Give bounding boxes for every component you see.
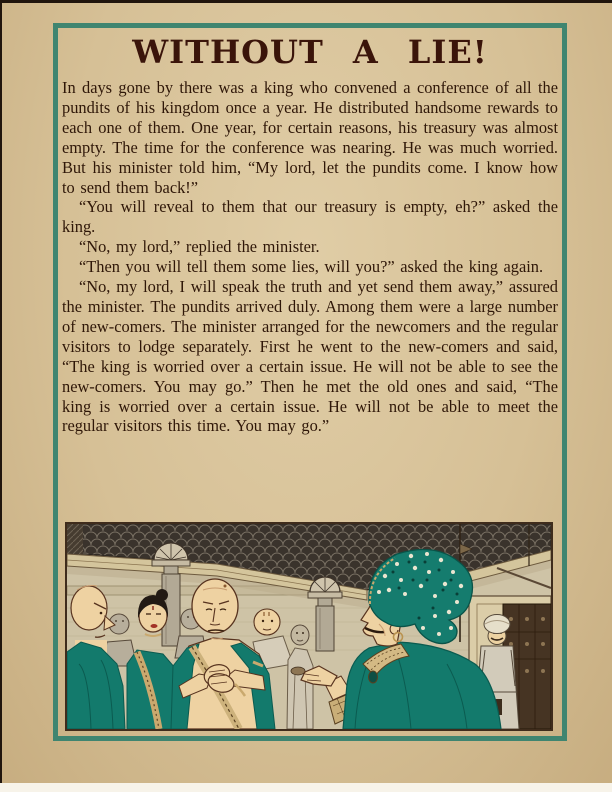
woman-lips xyxy=(151,624,158,628)
scan-edge-left xyxy=(0,0,2,792)
illustration-panel xyxy=(65,522,553,731)
ceiling-corner-hatch xyxy=(67,524,83,558)
bowl-pundit-face xyxy=(291,625,309,645)
paragraph: “No, my lord, I will speak the truth and yet send them away,” assured the minister. The pundits arrived duly. Among them were a large number of new-comers. The minister arranged for the newcomers and the regular visitors to lodge separately. First he went to the new-comers and said, “The king is worried over a certain issue. He will not be able to see the new-comers. You may go.” Then he met the old ones and said, “The king is worried over a certain issue. He will not be able to meet the regular visitors this time. You may go.” xyxy=(62,277,558,436)
scan-edge-bottom xyxy=(0,783,612,792)
alms-bowl xyxy=(291,667,305,675)
paragraph: In days gone by there was a king who convened a conference of all the pundits of his kingdom once a year. He distributed handsome rewards to each one of them. One year, for certain reasons, his treasury was almost empty. The time for the conference was nearing. He was much worried. But his minister told him, “My lord, let the pundits come. I know how to send them back!” xyxy=(62,78,558,197)
page-title: WITHOUT A LIE! xyxy=(132,33,488,71)
paragraph: “You will reveal to them that our treasury is empty, eh?” asked the king. xyxy=(62,197,558,237)
story-text xyxy=(62,78,558,522)
illustration-scene xyxy=(67,524,551,729)
collar-jewel xyxy=(369,671,378,683)
paragraph: “No, my lord,” replied the minister. xyxy=(79,237,320,257)
page-border-frame xyxy=(53,23,567,741)
paragraph: “Then you will tell them some lies, will you?” asked the king again. xyxy=(79,257,544,277)
guard-turban xyxy=(484,615,510,634)
scan-edge-top xyxy=(0,0,612,3)
